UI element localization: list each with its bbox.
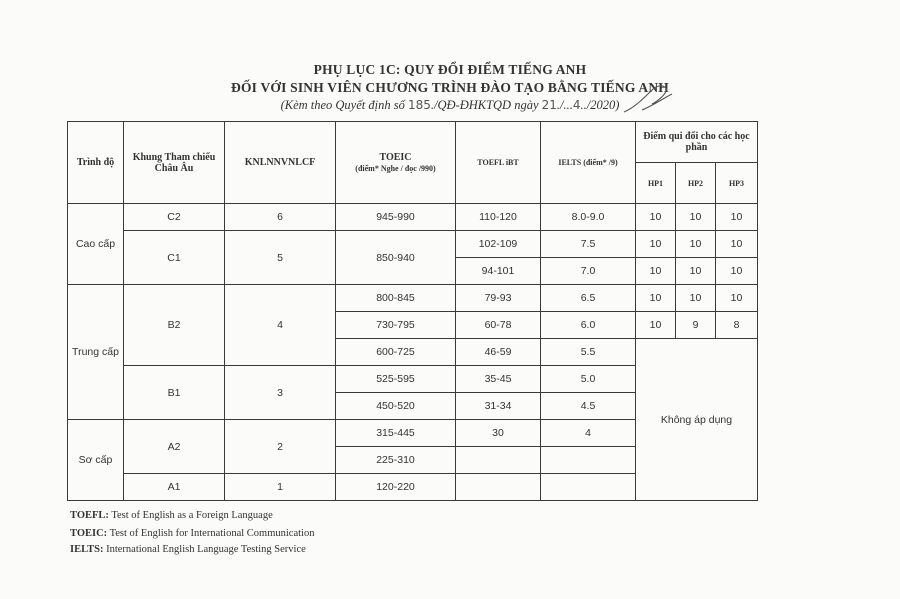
hp1-cell: 10	[636, 204, 676, 231]
toefl-cell: 60-78	[456, 312, 541, 339]
ielts-cell: 5.0	[541, 366, 636, 393]
hp1-cell: 10	[636, 231, 676, 258]
subtitle-mid: ./QĐ-ĐHKTQD ngày	[430, 98, 542, 112]
header-toeic-label: TOEIC	[379, 151, 412, 163]
subtitle-sep: ./...	[556, 98, 573, 112]
toefl-cell: 35-45	[456, 366, 541, 393]
knlnn-a1: 1	[225, 474, 336, 501]
header-toeic	[336, 122, 456, 204]
hp1-cell: 10	[636, 285, 676, 312]
toeic-cell: 945-990	[336, 204, 456, 231]
cefr-c1: C1	[124, 231, 225, 285]
header-hp3: HP3	[716, 163, 758, 204]
knlnn-c1: 5	[225, 231, 336, 285]
toefl-cell: 31-34	[456, 393, 541, 420]
hp3-cell: 10	[716, 204, 758, 231]
hp2-cell: 10	[676, 204, 716, 231]
toefl-cell-empty	[456, 447, 541, 474]
toeic-cell: 315-445	[336, 420, 456, 447]
subtitle-prefix: (Kèm theo Quyết định số	[280, 98, 408, 112]
hp2-cell: 10	[676, 258, 716, 285]
ielts-cell: 7.5	[541, 231, 636, 258]
cefr-b1: B1	[124, 366, 225, 420]
toeic-cell: 525-595	[336, 366, 456, 393]
toeic-cell: 600-725	[336, 339, 456, 366]
toefl-cell: 46-59	[456, 339, 541, 366]
hp2-cell: 10	[676, 231, 716, 258]
toeic-cell: 730-795	[336, 312, 456, 339]
toefl-cell: 110-120	[456, 204, 541, 231]
toeic-cell: 120-220	[336, 474, 456, 501]
level-intermediate: Trung cấp	[68, 285, 124, 420]
table-row	[68, 231, 758, 258]
subtitle-suffix: ../2020)	[580, 98, 620, 112]
not-applicable: Không áp dụng	[636, 339, 758, 501]
toefl-cell-empty	[456, 474, 541, 501]
cefr-b2: B2	[124, 285, 225, 366]
ielts-cell: 5.5	[541, 339, 636, 366]
hp1-cell: 10	[636, 258, 676, 285]
hp3-cell: 10	[716, 285, 758, 312]
ielts-cell: 4	[541, 420, 636, 447]
footnote-toefl	[70, 510, 273, 521]
footnote-ielts	[70, 544, 306, 555]
decision-month: 4	[572, 98, 581, 112]
header-ielts: IELTS (điểm* /9)	[541, 122, 636, 204]
header-hp1: HP1	[636, 163, 676, 204]
header-toefl: TOEFL iBT	[456, 122, 541, 204]
knlnn-c2: 6	[225, 204, 336, 231]
header-level: Trình độ	[68, 122, 124, 204]
hp3-cell: 8	[716, 312, 758, 339]
ielts-cell-empty	[541, 447, 636, 474]
ielts-cell: 8.0-9.0	[541, 204, 636, 231]
footnote-ielts-abbr: IELTS:	[70, 544, 104, 555]
signature-mark	[622, 80, 674, 118]
toefl-cell: 94-101	[456, 258, 541, 285]
header-hp2: HP2	[676, 163, 716, 204]
ielts-cell: 6.0	[541, 312, 636, 339]
level-elementary: Sơ cấp	[68, 420, 124, 501]
cefr-a2: A2	[124, 420, 225, 474]
header-toeic-sub: (điểm* Nghe / đọc /990)	[355, 163, 436, 173]
footnote-toefl-text: Test of English as a Foreign Language	[108, 510, 273, 521]
decision-day: 21	[541, 98, 557, 112]
title-line-2: ĐỐI VỚI SINH VIÊN CHƯƠNG TRÌNH ĐÀO TẠO BẰNG TIẾNG ANH	[231, 80, 669, 95]
header-row	[68, 122, 758, 163]
ielts-cell-empty	[541, 474, 636, 501]
knlnn-b2: 4	[225, 285, 336, 366]
toefl-cell: 79-93	[456, 285, 541, 312]
toeic-cell: 225-310	[336, 447, 456, 474]
decision-number: 185	[407, 98, 431, 112]
header-knlnn: KNLNNVNLCF	[225, 122, 336, 204]
footnote-toeic	[70, 528, 314, 539]
table-row	[68, 204, 758, 231]
hp3-cell: 10	[716, 258, 758, 285]
table-row	[68, 285, 758, 312]
footnote-toefl-abbr: TOEFL:	[70, 510, 109, 521]
hp1-cell: 10	[636, 312, 676, 339]
knlnn-a2: 2	[225, 420, 336, 474]
toefl-cell: 102-109	[456, 231, 541, 258]
toeic-cell: 800-845	[336, 285, 456, 312]
cefr-c2: C2	[124, 204, 225, 231]
header-converted: Điểm qui đổi cho các học phần	[636, 122, 758, 163]
ielts-cell: 4.5	[541, 393, 636, 420]
header-cefr: Khung Tham chiếu Châu Âu	[124, 122, 225, 204]
hp2-cell: 9	[676, 312, 716, 339]
toefl-cell: 30	[456, 420, 541, 447]
conversion-table	[67, 121, 758, 501]
toeic-cell: 850-940	[336, 231, 456, 285]
toeic-cell: 450-520	[336, 393, 456, 420]
footnote-toeic-abbr: TOEIC:	[70, 528, 108, 539]
cefr-a1: A1	[124, 474, 225, 501]
subtitle	[0, 98, 900, 113]
footnote-toeic-text: Test of English for International Communication	[107, 528, 315, 539]
hp2-cell: 10	[676, 285, 716, 312]
ielts-cell: 7.0	[541, 258, 636, 285]
ielts-cell: 6.5	[541, 285, 636, 312]
title-line-1: PHỤ LỤC 1C: QUY ĐỔI ĐIỂM TIẾNG ANH	[313, 62, 587, 77]
knlnn-b1: 3	[225, 366, 336, 420]
footnote-ielts-text: International English Language Testing Service	[103, 544, 306, 555]
hp3-cell: 10	[716, 231, 758, 258]
level-advanced: Cao cấp	[68, 204, 124, 285]
